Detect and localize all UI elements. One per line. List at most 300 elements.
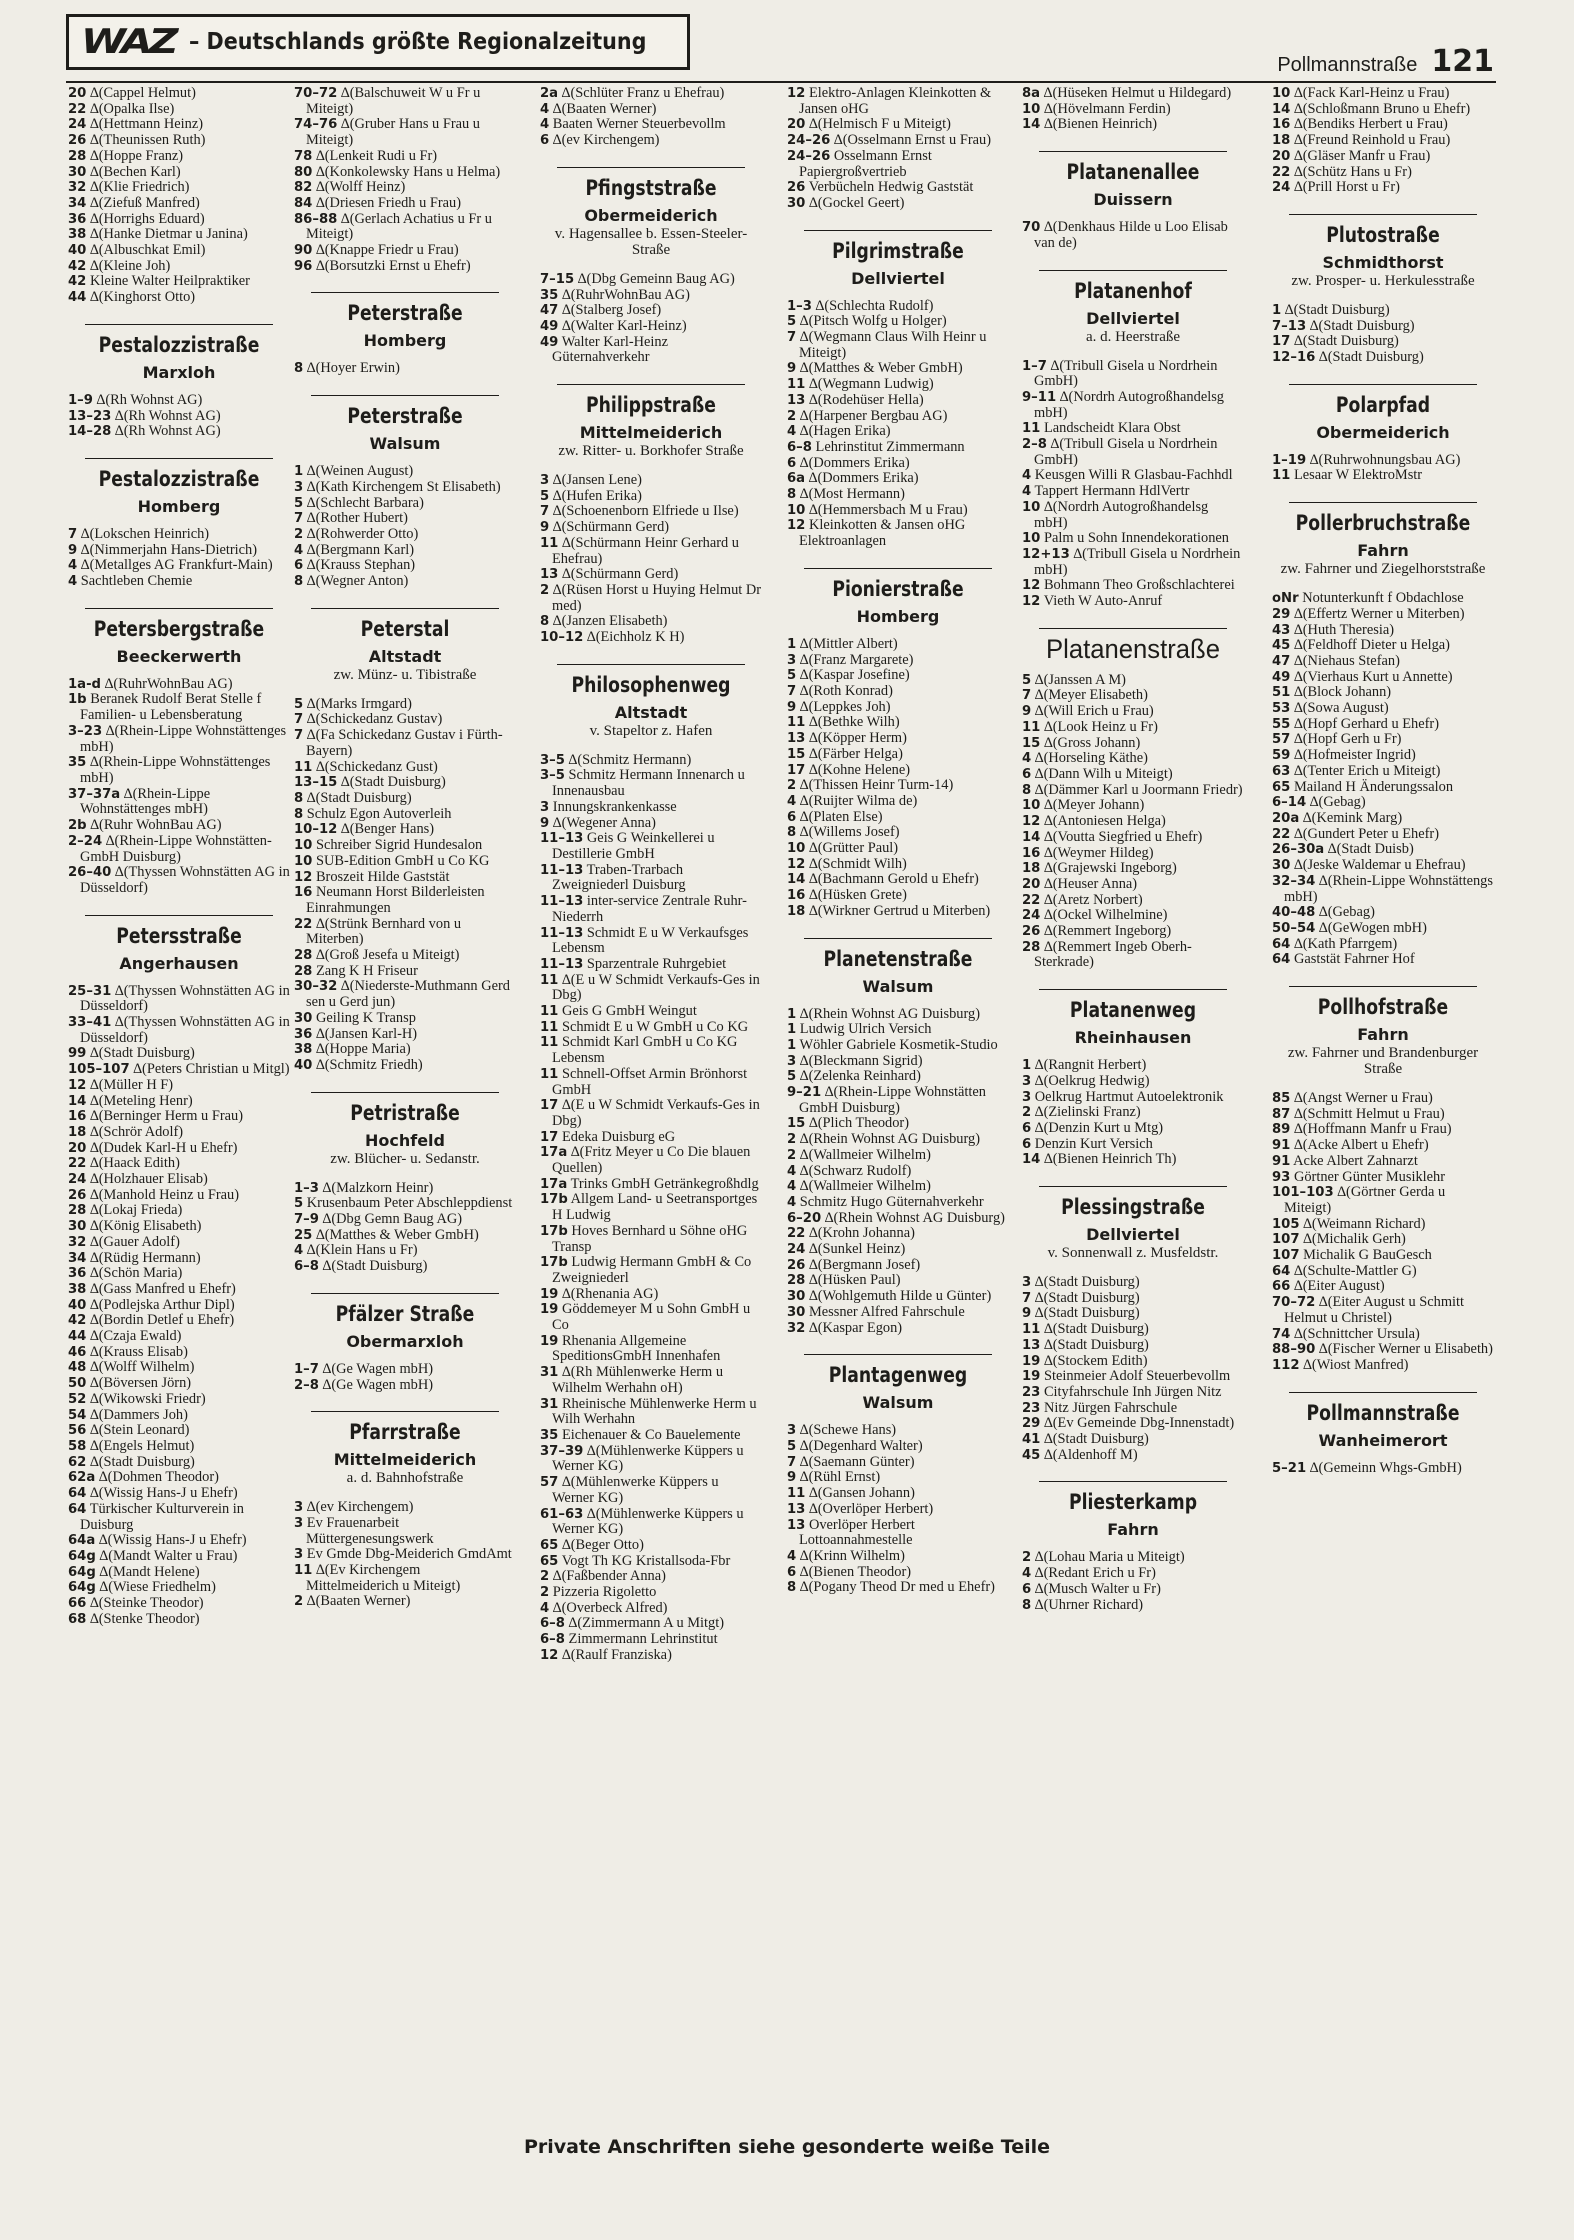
directory-entry: 18 ∆(Freund Reinhold u Frau) [1272,132,1451,149]
directory-entry: 12 Bohmann Theo Großschlachterei [1022,577,1235,594]
house-number: 16 [787,888,806,904]
district-name: Altstadt [368,646,442,666]
directory-entry: 14 ∆(Bienen Heinrich) [1022,116,1158,133]
directory-entry: 64 ∆(Wissig Hans-J u Ehefr) [68,1485,238,1502]
directory-entry: 6 Denzin Kurt Versich [1022,1135,1153,1152]
directory-entry: 30 Geiling K Transp [294,1009,416,1026]
street-name: Platanenhof [1074,278,1192,303]
house-number: 9 [68,542,78,558]
directory-entry: 57 ∆(Hopf Gerh u Fr) [1272,731,1402,748]
house-number: 11 [540,1066,559,1082]
house-number: 56 [68,1423,87,1439]
house-number: 13 [540,567,559,583]
house-number: 105 [1272,1216,1300,1232]
district-name: Altstadt [614,702,688,722]
house-number: 11–13 [540,894,584,910]
house-number: 66 [68,1596,87,1612]
directory-entry: 18 ∆(Wirkner Gertrud u Miterben) [787,902,991,919]
house-number: 2 [294,1594,304,1610]
directory-entry: 107 ∆(Michalik Gerh) [1272,1231,1406,1248]
street-name: Petersbergstraße [93,616,265,641]
directory-entry: 59 ∆(Hofmeister Ingrid) [1272,747,1416,764]
house-number: 1–3 [294,1180,319,1196]
house-number: 3 [1022,1073,1032,1089]
directory-entry: 12 ∆(Schmidt Wilh) [787,855,907,872]
page-number: 121 [1431,44,1494,79]
directory-entry: 3 ∆(Kath Kirchengem St Elisabeth) [294,478,501,495]
directory-entry: 26 ∆(Remmert Ingeborg) [1022,923,1172,940]
house-number: 57 [1272,732,1291,748]
house-number: 101–103 [1272,1185,1334,1201]
heading-rule [1039,1186,1227,1187]
house-number: 64g [68,1548,96,1564]
street-name: Pestalozzistraße [98,466,260,491]
directory-entry: 2a ∆(Schlüter Franz u Ehefrau) [540,85,725,101]
directory-entry: 42 Kleine Walter Heilpraktiker [68,273,250,290]
header-rule [66,81,1496,83]
house-number: 13 [787,1517,806,1533]
house-number: 5 [294,495,304,511]
footer-note: Private Anschriften siehe gesonderte weiße Teile [523,2136,1051,2158]
directory-entry: 65 ∆(Beger Otto) [540,1536,644,1553]
directory-entry: 8 ∆(Hoyer Erwin) [294,360,400,377]
house-number: 44 [68,1329,87,1345]
house-number: 40 [294,1057,313,1073]
house-number: 4 [1022,1566,1032,1582]
street-heading [1022,270,1244,349]
directory-entry: 6–8 Lehrinstitut Zimmermann [787,438,965,455]
street-name: Pfälzer Straße [335,1301,475,1326]
heading-rule [804,938,992,939]
district-name: Duissern [1093,190,1173,210]
directory-entry: 10 ∆(Nordrh Autogroßhandelsg mbH) [1022,498,1209,531]
house-number: 53 [1272,701,1291,717]
house-number: 2 [294,526,304,542]
house-number: 24–26 [787,133,831,149]
heading-rule [557,167,745,168]
directory-entry: 32–34 ∆(Rhein-Lippe Wohnstättengs mbH) [1272,872,1493,905]
house-number: 2 [787,1147,797,1163]
house-number: 26 [787,180,806,196]
district-name: Schmidthorst [1322,252,1444,272]
house-number: 2 [787,778,797,794]
directory-entry: 2 ∆(Thissen Heinr Turm-14) [787,777,954,794]
street-name: Peterstal [360,616,450,641]
street-name: Pionierstraße [832,576,964,601]
house-number: 17a [540,1145,568,1161]
directory-entry: 30 ∆(Bechen Karl) [68,163,181,180]
district-name: Rheinhausen [1074,1028,1192,1048]
directory-entry: 9–21 ∆(Rhein-Lippe Wohnstätten GmbH Duisburg) [787,1084,986,1116]
house-number: 13 [787,392,806,408]
district-name: Dellviertel [1086,1225,1180,1245]
directory-entry: 2 ∆(Rohwerder Otto) [294,525,419,542]
house-number: 5 [1022,672,1032,688]
house-number: 63 [1272,763,1291,779]
directory-entry: 2–24 ∆(Rhein-Lippe Wohnstätten-GmbH Duisburg) [68,832,272,865]
house-number: 9–11 [1022,389,1057,405]
house-number: 62 [68,1454,87,1470]
house-number: 6 [1022,766,1032,782]
directory-entry: 44 ∆(Czaja Ewald) [68,1328,182,1345]
house-number: 40 [68,243,87,259]
house-number: 7 [787,330,797,346]
street-name: Pilgrimstraße [832,238,964,263]
directory-entry: 24 ∆(Hettmann Heinz) [68,116,204,133]
heading-rule [557,384,745,385]
street-heading [294,395,516,454]
directory-entry: 12–16 ∆(Stadt Duisburg) [1272,349,1424,366]
house-number: 4 [787,1194,797,1210]
directory-entry: 78 ∆(Lenkeit Rudi u Fr) [294,147,438,164]
house-number: 26–40 [68,865,112,881]
house-number: 25 [294,1227,313,1243]
directory-entry: 11 Schmidt Karl GmbH u Co KG Lebensm [540,1034,738,1067]
directory-entry: 19 ∆(Stockem Edith) [1022,1352,1148,1369]
house-number: 14 [1022,117,1041,133]
heading-rule [311,1411,499,1412]
directory-entry: 9 ∆(Wegener Anna) [540,814,656,831]
house-number: 26 [787,1257,806,1273]
house-number: 30 [787,195,806,211]
house-number: 11–13 [540,831,584,847]
directory-entry: 26–30a ∆(Stadt Duisb) [1272,841,1414,858]
directory-entry: 58 ∆(Engels Helmut) [68,1438,195,1454]
house-number: 4 [1022,468,1032,484]
house-number: 112 [1272,1357,1300,1373]
house-number: 1b [68,692,87,708]
directory-entry: 15 ∆(Gross Johann) [1022,734,1141,751]
house-number: 16 [68,1109,87,1125]
directory-entry: 31 ∆(Rh Mühlenwerke Herm u Wilhelm Werhahn oH) [540,1364,724,1396]
district-name: Mittelmeiderich [579,423,723,443]
house-number: 11 [1272,468,1291,484]
directory-entry: 89 ∆(Hoffmann Manfr u Frau) [1272,1121,1452,1138]
house-number: 1 [787,1006,797,1022]
directory-entry: 68 ∆(Stenke Theodor) [68,1610,200,1627]
house-number: 6 [1022,1136,1032,1152]
house-number: 64 [1272,952,1291,968]
directory-entry: 10 ∆(Meyer Johann) [1022,797,1145,814]
directory-entry: 40–48 ∆(Gebag) [1272,904,1375,921]
directory-entry: 17 Edeka Duisburg eG [540,1128,676,1145]
street-heading [787,230,1009,289]
directory-entry: 1 ∆(Mittler Albert) [787,635,898,652]
house-number: 14 [1022,1152,1041,1168]
house-number: 19 [1022,1353,1041,1369]
house-number: 30 [68,1219,87,1235]
street-range: zw. Fahrner und Brandenburger Straße [1287,1045,1479,1078]
house-number: 22 [68,1156,87,1172]
directory-entry: 62a ∆(Dohmen Theodor) [68,1469,219,1486]
directory-entry: 64 ∆(Schulte-Mattler G) [1272,1262,1417,1279]
directory-entry: 2b ∆(Ruhr WohnBau AG) [68,817,222,834]
house-number: 91 [1272,1138,1291,1154]
directory-entry: 11 ∆(Gansen Johann) [787,1485,915,1502]
directory-entry: 24 ∆(Holzhauer Elisab) [68,1171,208,1188]
house-number: 5 [294,696,304,712]
heading-rule [1039,628,1227,629]
street-heading [68,608,290,667]
house-number: 1–3 [787,298,812,314]
house-number: 66 [1272,1279,1291,1295]
directory-entry: 7–15 ∆(Dbg Gemeinn Baug AG) [540,270,735,287]
directory-entry: 13 ∆(Rodehüser Hella) [787,391,924,408]
house-number: 3 [1022,1089,1032,1105]
house-number: 6 [540,133,550,149]
house-number: 36 [68,1266,87,1282]
heading-rule [85,915,273,916]
house-number: 1 [787,1022,797,1038]
directory-entry: 91 Acke Albert Zahnarzt [1272,1152,1418,1169]
house-number: 32 [68,180,87,196]
street-name: Platanenstraße [1046,633,1220,664]
house-number: 1 [1022,1058,1032,1074]
directory-entry: 19 Göddemeyer M u Sohn GmbH u Co [540,1301,751,1334]
directory-entry: 7 ∆(Schoenenborn Elfriede u Ilse) [540,503,739,520]
house-number: 4 [68,558,78,574]
district-name: Homberg [363,331,447,351]
house-number: 11 [540,1019,559,1035]
directory-entry: 91 ∆(Acke Albert u Ehefr) [1272,1137,1429,1154]
street-heading [1272,214,1494,293]
house-number: 40–48 [1272,905,1316,921]
house-number: 10 [787,502,806,518]
directory-entry: 62 ∆(Stadt Duisburg) [68,1453,195,1470]
directory-entry: 64g ∆(Mandt Helene) [68,1563,200,1580]
house-number: 93 [1272,1169,1291,1185]
street-heading [294,1411,516,1490]
house-number: 8 [294,361,304,377]
directory-entry: 47 ∆(Niehaus Stefan) [1272,652,1400,669]
house-number: 2 [540,1569,550,1585]
directory-entry: 8 ∆(Uhrner Richard) [1022,1596,1144,1613]
directory-entry: 88–90 ∆(Fischer Werner u Elisabeth) [1272,1341,1493,1358]
house-number: 52 [68,1391,87,1407]
street-heading [540,384,762,463]
street-range: zw. Blücher- u. Sedanstr. [330,1150,480,1167]
house-number: 5–21 [1272,1460,1307,1476]
house-number: 14 [1022,829,1041,845]
district-name: Fahrn [1107,1520,1159,1540]
directory-entry: 52 ∆(Wikowski Friedr) [68,1390,206,1407]
house-number: 17b [540,1192,568,1208]
directory-entry: 87 ∆(Schmitt Helmut u Frau) [1272,1105,1445,1122]
directory-entry: 6 ∆(Musch Walter u Fr) [1022,1580,1161,1597]
directory-entry: 44 ∆(Kinghorst Otto) [68,289,196,306]
directory-entry: 4 Schmitz Hugo Güternahverkehr [787,1193,984,1210]
house-number: 6–20 [787,1210,822,1226]
directory-entry: 4 Baaten Werner Steuerbevollm [540,116,726,133]
directory-entry: 107 Michalik G BauGesch [1272,1247,1432,1264]
directory-entry: 9 ∆(Leppkes Joh) [787,698,891,715]
house-number: 3 [787,1053,797,1069]
heading-rule [1289,986,1477,987]
house-number: 4 [540,1600,550,1616]
house-number: 4 [294,542,304,558]
street-name: Planetenstraße [823,946,973,971]
directory-entry: 64 Türkischer Kulturverein in Duisburg [68,1500,244,1533]
house-number: 9 [1022,704,1032,720]
house-number: 12 [1022,594,1041,610]
directory-entry: 31 Rheinische Mühlenwerke Herm u Wilh Werhahn [540,1395,757,1428]
house-number: 64a [68,1533,96,1549]
house-number: 5 [787,314,797,330]
house-number: 1 [787,636,797,652]
directory-entry: 4 Keusgen Willi R Glasbau-Fachhdl [1022,467,1233,484]
directory-entry: 64g ∆(Wiese Friedhelm) [68,1579,216,1596]
house-number: 34 [68,195,87,211]
directory-entry: 40 ∆(Albuschkat Emil) [68,242,206,259]
directory-entry: 48 ∆(Wolff Wilhelm) [68,1359,195,1376]
directory-entry: 51 ∆(Block Johann) [1272,684,1392,701]
heading-rule [1289,1392,1477,1393]
house-number: 33–41 [68,1015,112,1031]
directory-entry: 22 ∆(Strünk Bernhard von u Miterben) [294,915,462,948]
directory-entry: 2 ∆(Harpener Bergbau AG) [787,407,948,424]
house-number: 16 [1272,117,1291,133]
house-number: 32 [787,1320,806,1336]
directory-entry: 25–31 ∆(Thyssen Wohnstätten AG in Düsseldorf) [68,982,290,1015]
directory-entry: 22 ∆(Opalka Ilse) [68,100,175,117]
directory-entry: 41 ∆(Stadt Duisburg) [1022,1431,1149,1448]
heading-rule [85,324,273,325]
directory-entry: 11 ∆(Ev Kirchengem Mittelmeiderich u Miteigt) [294,1562,461,1594]
directory-entry: 8 Schulz Egon Autoverleih [294,805,452,822]
directory-entry: 38 ∆(Hanke Dietmar u Janina) [68,226,248,243]
directory-entry: 7–9 ∆(Dbg Gemn Baug AG) [294,1211,463,1228]
house-number: 6 [787,455,797,471]
directory-entry: 12 Elektro-Anlagen Kleinkotten & Jansen oHG [787,85,992,117]
directory-entry: 70 ∆(Denkhaus Hilde u Loo Elisab van de) [1022,219,1228,251]
house-number: 10 [1272,86,1291,101]
house-number: 38 [68,227,87,243]
directory-entry: 93 Görtner Günter Musiklehr [1272,1168,1446,1185]
house-number: 11 [1022,421,1041,437]
directory-entry: 6 ∆(Bienen Theodor) [787,1563,912,1580]
house-number: 45 [1272,638,1291,654]
house-number: 1 [787,1037,797,1053]
house-number: 43 [1272,622,1291,638]
directory-entry: 11 ∆(Stadt Duisburg) [1022,1321,1149,1338]
directory-entry: 4 Tappert Hermann HdlVertr [1022,483,1190,500]
house-number: 12 [68,1077,87,1093]
directory-entry: 90 ∆(Knappe Friedr u Frau) [294,242,459,259]
house-number: 65 [540,1537,559,1553]
district-name: Fahrn [1357,541,1409,561]
directory-entry: 43 ∆(Huth Theresia) [1272,621,1395,638]
directory-entry: 13 Overlöper Herbert Lottoannahmestelle [787,1516,915,1549]
house-number: 38 [294,1042,313,1058]
house-number: 61–63 [540,1506,584,1522]
directory-entry: 22 ∆(Krohn Johanna) [787,1225,915,1242]
house-number: 6 [787,809,797,825]
directory-entry: 3 Innungskrankenkasse [540,798,677,815]
house-number: 6–8 [787,439,812,455]
house-number: 14 [1272,101,1291,117]
house-number: oNr [1272,591,1299,607]
house-number: 22 [1272,164,1291,180]
house-number: 6–8 [294,1259,319,1275]
house-number: 50–54 [1272,920,1316,936]
house-number: 4 [294,1243,304,1259]
house-number: 28 [68,1203,87,1219]
house-number: 5 [540,488,550,504]
house-number: 8 [294,806,304,822]
house-number: 13 [787,1501,806,1517]
house-number: 16 [294,885,313,901]
house-number: 99 [68,1046,87,1062]
heading-rule [311,395,499,396]
district-name: Dellviertel [1086,308,1180,328]
directory-entry: 23 Cityfahrschule Inh Jürgen Nitz [1022,1383,1222,1400]
directory-entry: 4 ∆(Bergmann Karl) [294,541,415,558]
directory-entry: 4 ∆(Overbeck Alfred) [540,1599,668,1616]
house-number: 7 [1022,1290,1032,1306]
directory-entry: 35 Eichenauer & Co Bauelemente [540,1427,741,1443]
house-number: 29 [1272,606,1291,622]
street-name: Pfarrstraße [349,1420,461,1445]
house-number: 30–32 [294,979,338,995]
house-number: 7 [294,728,304,744]
house-number: 9 [787,1470,797,1486]
house-number: 1–19 [1272,452,1307,468]
house-number: 9 [787,699,797,715]
directory-entry: 11 Schnell-Offset Armin Brönhorst GmbH [540,1065,748,1098]
directory-entry: 26–40 ∆(Thyssen Wohnstätten AG in Düsseldorf) [68,864,290,896]
directory-entry: 7 ∆(Wegmann Claus Wilh Heinr u Miteigt) [787,329,987,361]
house-number: 11–13 [540,925,584,941]
directory-entry: 3 ∆(ev Kirchengem) [294,1499,414,1516]
directory-entry: 15 ∆(Plich Theodor) [787,1115,910,1132]
heading-rule [85,458,273,459]
directory-entry: 3 ∆(Stadt Duisburg) [1022,1274,1140,1291]
house-number: 9 [1022,1306,1032,1322]
house-number: 2 [1022,1550,1032,1566]
house-number: 18 [787,903,806,919]
house-number: 30 [294,1010,313,1026]
house-number: 44 [68,290,87,306]
directory-entry: 37–39 ∆(Mühlenwerke Küppers u Werner KG) [540,1442,744,1475]
house-number: 47 [1272,653,1291,669]
street-range: a. d. Heerstraße [1085,328,1181,345]
house-number: 20 [68,1140,87,1156]
house-number: 11 [1022,719,1041,735]
street-heading [68,915,290,974]
directory-entry: 16 ∆(Bendiks Herbert u Frau) [1272,116,1448,133]
house-number: 70–72 [294,86,338,101]
directory-entry: 5 ∆(Zelenka Reinhard) [787,1068,921,1085]
house-number: 2 [540,1585,550,1601]
directory-entry: 7 ∆(Roth Konrad) [787,682,893,699]
house-number: 7 [68,526,78,542]
house-number: 12–16 [1272,350,1316,366]
house-number: 62a [68,1470,96,1486]
house-number: 87 [1272,1106,1291,1122]
house-number: 4 [540,117,550,133]
house-number: 7–15 [540,271,575,287]
directory-entry: oNr Notunterkunft f Obdachlose [1272,590,1464,607]
house-number: 70 [1022,220,1041,236]
house-number: 6 [1022,1120,1032,1136]
directory-entry: 30 ∆(Gockel Geert) [787,194,905,211]
directory-entry: 38 ∆(Gass Manfred u Ehefr) [68,1280,236,1297]
house-number: 90 [294,243,313,259]
house-number: 105–107 [68,1062,130,1078]
directory-entry: 24 ∆(Sunkel Heinz) [787,1241,906,1258]
house-number: 3 [1022,1275,1032,1291]
directory-entry: 10 ∆(Hövelmann Ferdin) [1022,100,1171,117]
